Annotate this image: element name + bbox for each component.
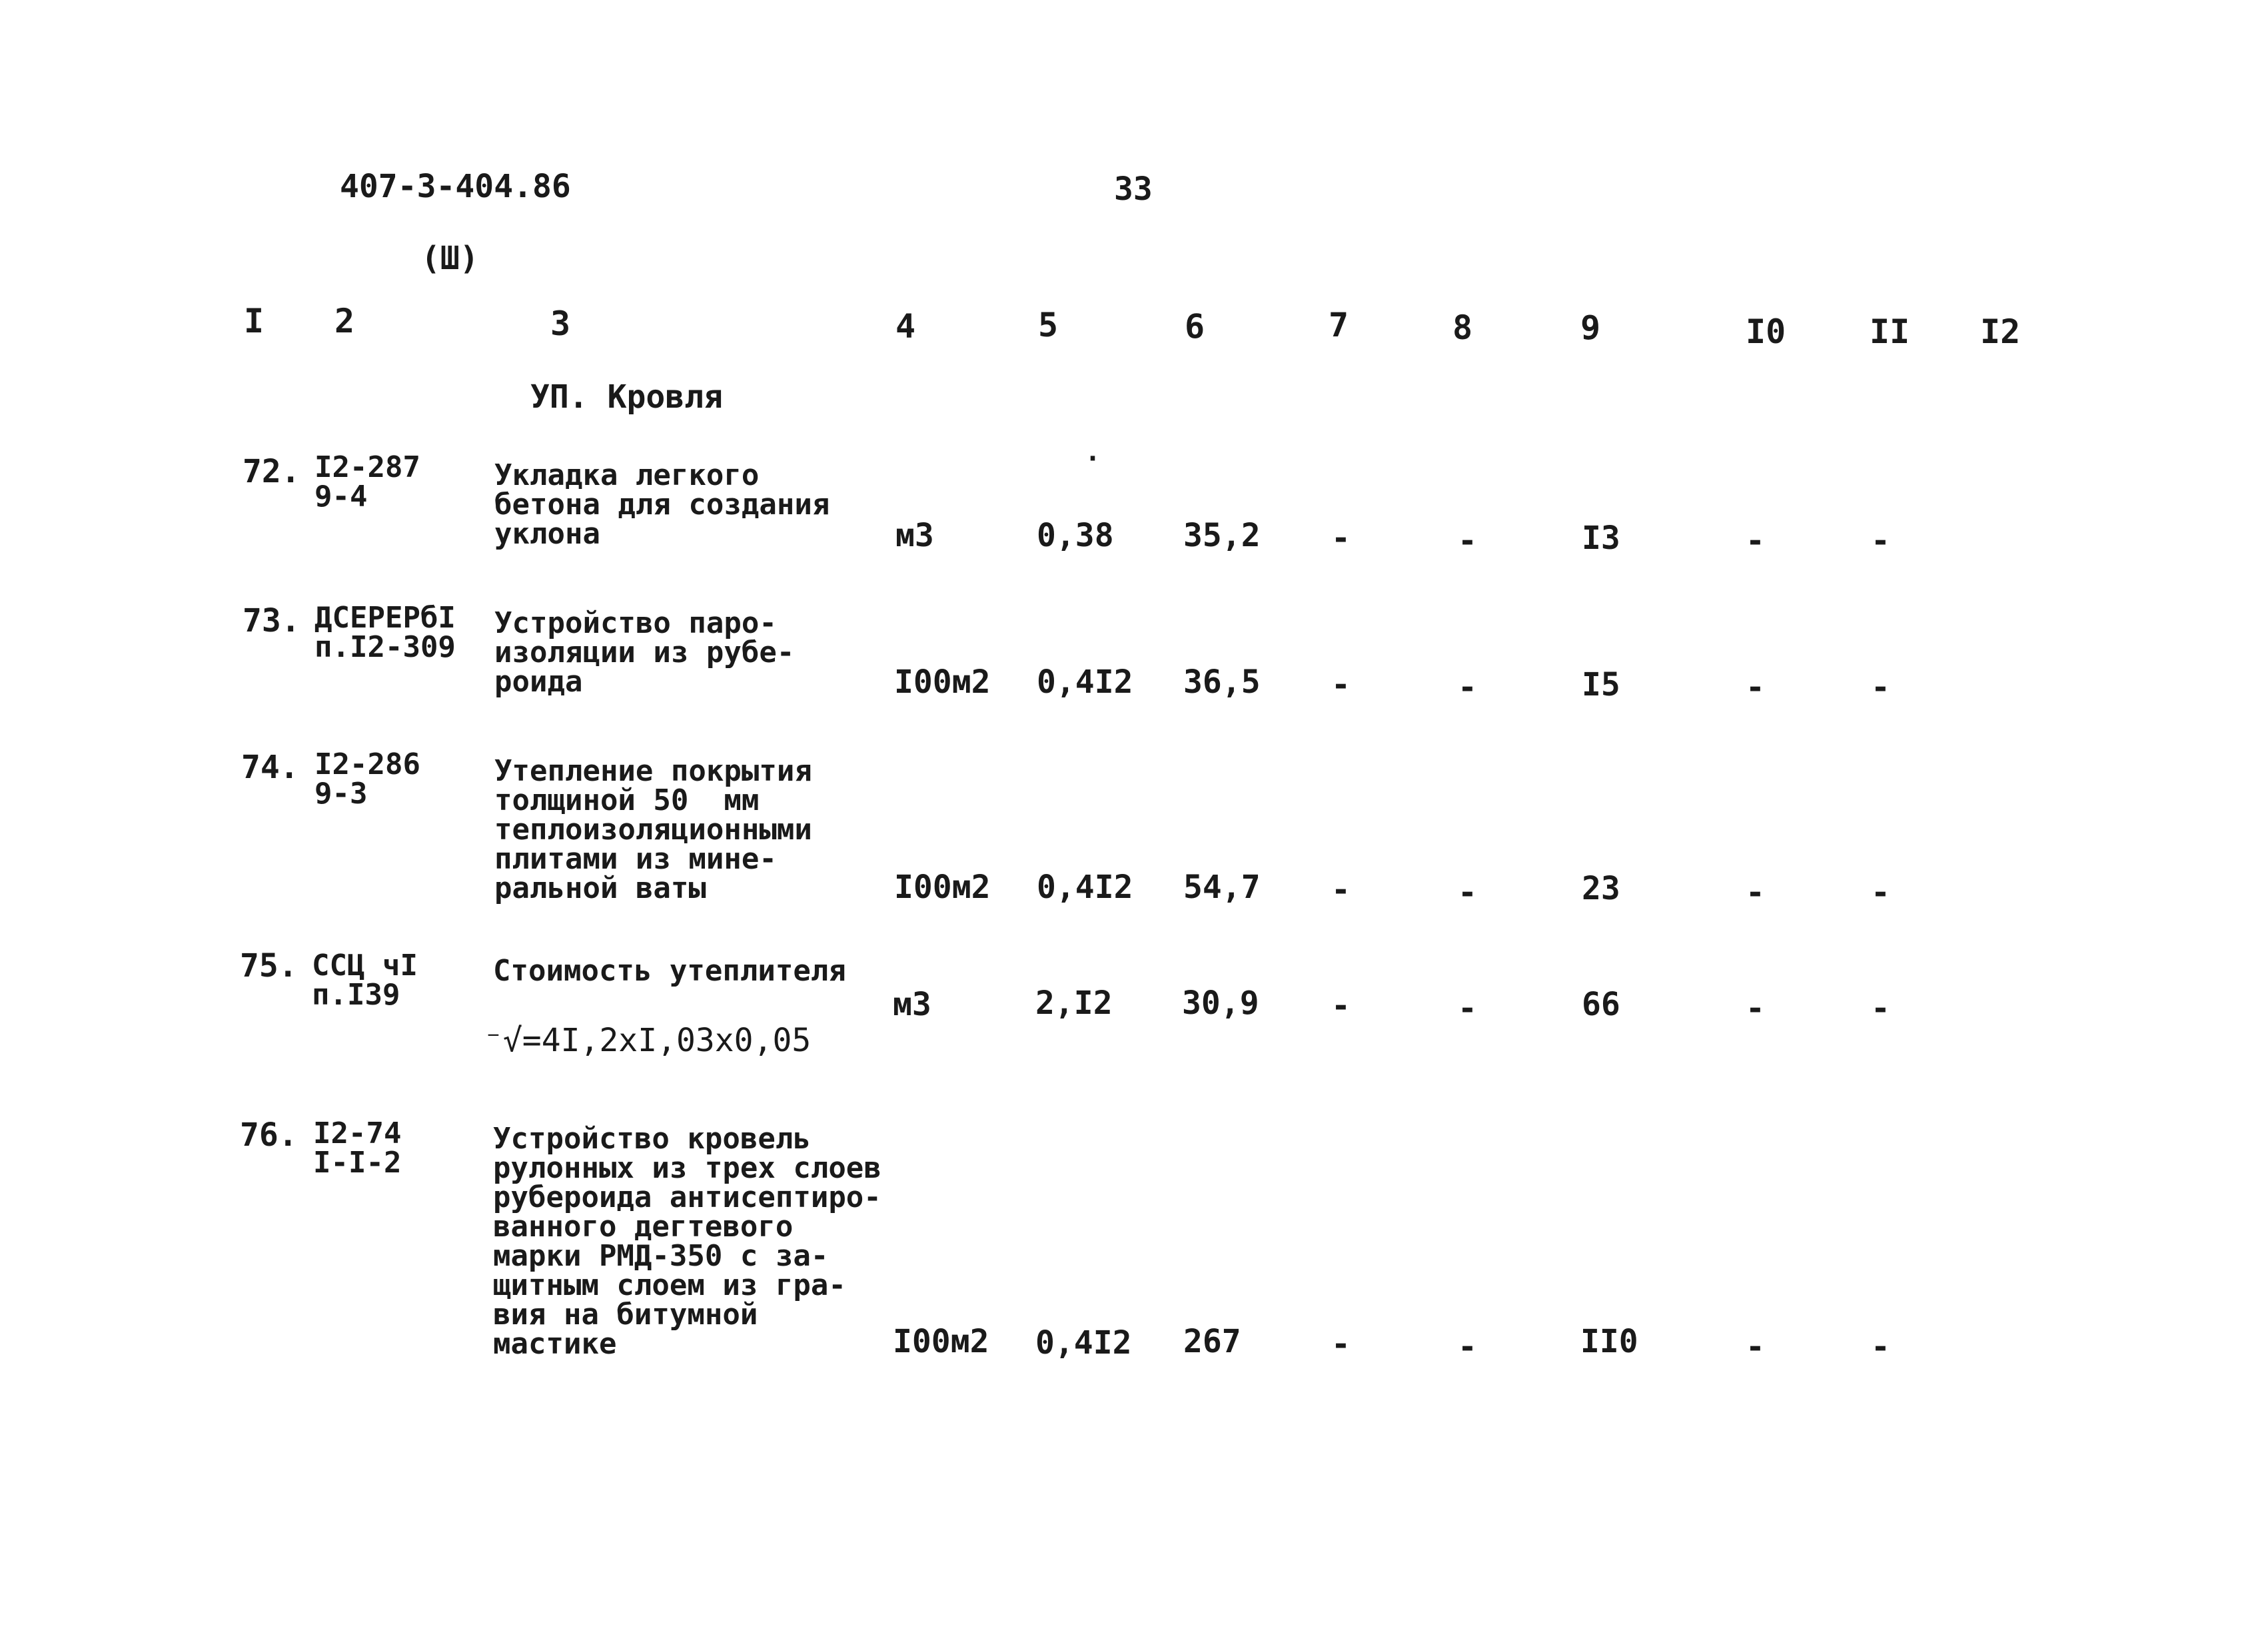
part-label: (Ш) (421, 240, 479, 277)
row-code-line: ДСЕРЕРбI (314, 601, 456, 635)
row-description-line: щитным слоем из гра- (493, 1268, 846, 1302)
row-description-line: вия на битумной (493, 1298, 758, 1332)
col9-value: 23 (1582, 870, 1620, 907)
col10-value: - (1746, 874, 1765, 911)
col11-value: - (1871, 990, 1890, 1027)
row-description-line: уклона (494, 517, 600, 551)
section-title: УП. Кровля (530, 378, 723, 416)
col11-value: - (1871, 1328, 1890, 1366)
row-code-line: I-I-2 (313, 1146, 402, 1180)
col11-value: - (1871, 669, 1890, 706)
col11-value: - (1871, 522, 1890, 560)
col9-value: I3 (1582, 520, 1620, 557)
col6-value: 30,9 (1182, 985, 1259, 1022)
column-header: 3 (550, 304, 571, 343)
col6-value: 267 (1183, 1323, 1241, 1360)
row-code-line: I2-74 (313, 1116, 402, 1150)
column-header: I (244, 302, 265, 340)
row-description-line: бетона для создания (494, 488, 830, 522)
unit: I00м2 (893, 1323, 989, 1360)
col10-value: - (1746, 1328, 1765, 1366)
col7-value: - (1331, 987, 1351, 1025)
column-header: 4 (895, 307, 916, 346)
col10-value: - (1746, 522, 1765, 560)
row-number: 73. (243, 602, 300, 639)
unit: I00м2 (894, 663, 991, 701)
col9-value: 66 (1582, 986, 1620, 1023)
quantity: 0,4I2 (1037, 663, 1133, 701)
row-code-line: I2-286 (314, 747, 420, 781)
col8-value: - (1458, 874, 1477, 911)
col7-value: - (1331, 871, 1351, 909)
col11-value: - (1871, 874, 1890, 911)
unit: м3 (893, 986, 931, 1023)
row-code-line: 9-4 (314, 480, 368, 514)
quantity: 2,I2 (1035, 985, 1113, 1022)
row-description-line: ральной ваты (494, 871, 706, 905)
row-description-line: теплоизоляционными (494, 813, 812, 847)
row-description-line: Устройство кровель (493, 1122, 811, 1156)
column-header: 6 (1185, 307, 1205, 346)
row-description-line: Стоимость утеплителя (493, 954, 846, 988)
column-header: 9 (1580, 308, 1601, 347)
row-number: 76. (240, 1116, 298, 1154)
row-description-line: роида (494, 665, 583, 699)
col7-value: - (1331, 666, 1351, 703)
col7-value: - (1331, 520, 1351, 557)
col6-value: 35,2 (1183, 517, 1261, 554)
row-number: 72. (243, 453, 300, 490)
col10-value: - (1746, 990, 1765, 1027)
column-header: 2 (334, 302, 355, 340)
col10-value: - (1746, 669, 1765, 706)
row-code-line: п.I2-309 (314, 630, 456, 664)
row-description-line: рулонных из трех слоев (493, 1151, 881, 1185)
column-header: 7 (1329, 306, 1349, 344)
row-description-line: изоляции из рубе- (494, 635, 795, 669)
row-number: 74. (241, 749, 299, 786)
col8-value: - (1458, 522, 1477, 560)
col8-value: - (1458, 669, 1477, 706)
row-description-line: ванного дегтевого (493, 1210, 794, 1244)
col9-value: I5 (1582, 666, 1620, 703)
column-header: I0 (1746, 312, 1786, 351)
column-header: 5 (1038, 306, 1059, 344)
quantity: 0,4I2 (1037, 869, 1133, 906)
col6-value: 36,5 (1183, 663, 1261, 701)
col8-value: - (1458, 990, 1477, 1027)
row-code-line: ССЦ чI (312, 949, 418, 983)
row-description-line: мастике (493, 1327, 617, 1361)
row-description-line: Утепление покрытия (494, 754, 812, 788)
quantity: 0,38 (1037, 517, 1114, 554)
stray-mark: · (1085, 444, 1101, 474)
document-code: 407-3-404.86 (340, 168, 571, 205)
col9-value: II0 (1580, 1323, 1638, 1360)
row-description-line: Устройство паро- (494, 606, 777, 640)
page-number: 33 (1114, 171, 1153, 208)
row-description-line: плитами из мине- (494, 842, 777, 876)
unit: I00м2 (894, 869, 991, 906)
row-description-line: марки РМД-350 с за- (493, 1239, 829, 1273)
unit: м3 (895, 517, 934, 554)
quantity: 0,4I2 (1035, 1324, 1132, 1362)
row-description-line: толщиной 50 мм (494, 783, 760, 817)
row-description-line: рубероида антисептиро- (493, 1180, 881, 1214)
col6-value: 54,7 (1183, 869, 1261, 906)
row-description-line: Укладка легкого (494, 458, 760, 492)
row-code-line: п.I39 (312, 978, 400, 1012)
volume-formula: ⁻√=4I,2хI,03х0,05 (484, 1022, 812, 1059)
column-header: I2 (1980, 312, 2021, 351)
column-header: II (1870, 312, 1910, 351)
column-header: 8 (1452, 308, 1473, 347)
col7-value: - (1331, 1326, 1351, 1363)
row-number: 75. (240, 947, 298, 985)
row-code-line: 9-3 (314, 777, 368, 811)
col8-value: - (1458, 1328, 1477, 1366)
row-code-line: I2-287 (314, 450, 420, 484)
